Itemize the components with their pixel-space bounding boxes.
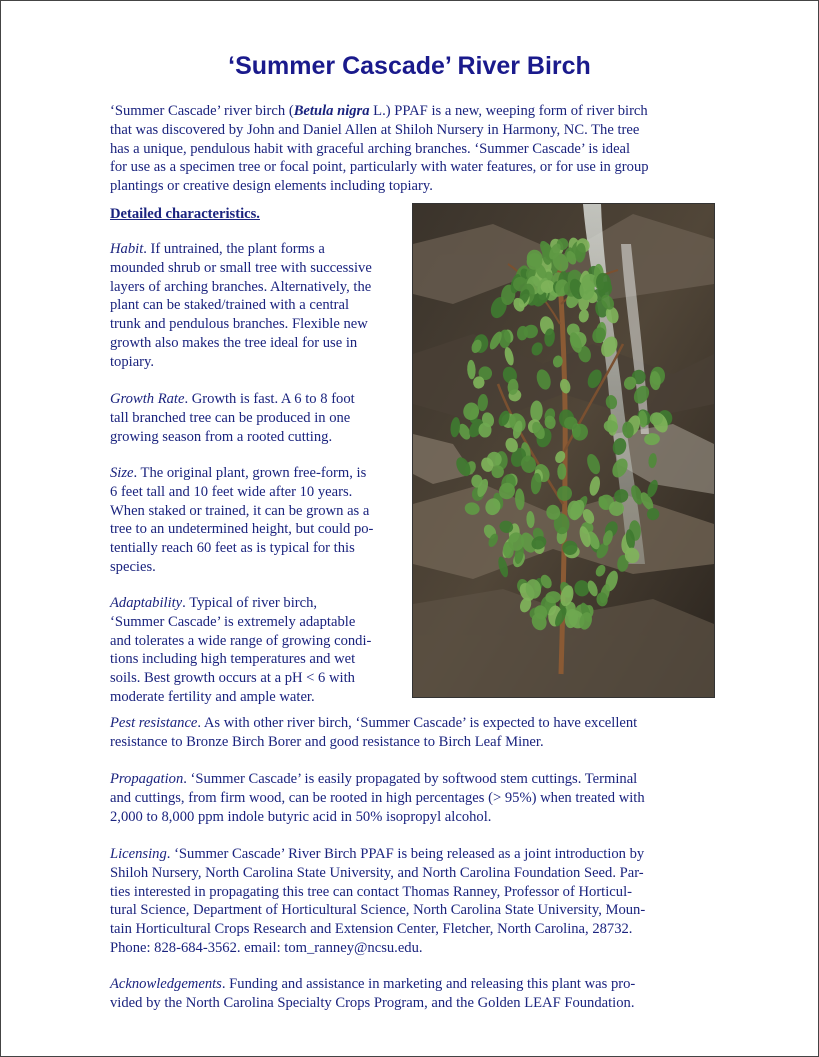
propagation-line (110, 770, 710, 789)
intro-line: for use as a specimen tree or focal point, particularly with water features, or for use in group (110, 159, 649, 176)
adaptability-lead: Adaptability (110, 595, 183, 611)
growth-lead: Growth Rate (110, 391, 185, 407)
intro-text: L.) PPAF is a new, weeping form of river birch (369, 103, 648, 119)
licensing-line: tural Science, Department of Horticultural Science, North Carolina State University, Moun- (110, 902, 646, 919)
propagation-line: 2,000 to 8,000 ppm indole butyric acid in 50% isopropyl alcohol. (110, 808, 492, 825)
size-line: tree to an undetermined height, but could po- (110, 521, 374, 538)
adaptability-paragraph (110, 594, 405, 707)
acknowledgements-lead: Acknowledgements (110, 976, 222, 992)
habit-line: growth also makes the tree ideal for use in (110, 334, 358, 351)
acknowledgements-line: vided by the North Carolina Specialty Crops Program, and the Golden LEAF Foundation. (110, 994, 635, 1011)
size-text: . The original plant, grown free-form, is (133, 465, 367, 481)
propagation-lead: Propagation (110, 771, 184, 787)
size-lead: Size (110, 465, 134, 481)
growth-line: tall branched tree can be produced in one (110, 409, 351, 426)
adaptability-line: and tolerates a wide range of growing condi- (110, 632, 372, 649)
growth-line (110, 390, 405, 409)
licensing-line: tain Horticultural Crops Research and Extension Center, Fletcher, North Carolina, 28732. (110, 921, 633, 938)
size-line: tentially reach 60 feet as is typical for this (110, 540, 355, 557)
propagation-text: . ‘Summer Cascade’ is easily propagated by softwood stem cuttings. Terminal (183, 771, 638, 787)
intro-line (110, 102, 710, 121)
habit-paragraph (110, 240, 405, 372)
pest-lead: Pest resistance (110, 715, 198, 731)
licensing-line: Phone: 828-684-3562. email: tom_ranney@ncsu.edu. (110, 939, 423, 956)
intro-line: that was discovered by John and Daniel Allen at Shiloh Nursery in Harmony, NC. The tree (110, 121, 640, 138)
habit-line: layers of arching branches. Alternatively, the (110, 278, 372, 295)
intro-line: plantings or creative design elements including topiary. (110, 178, 433, 195)
adaptability-text: . Typical of river birch, (182, 595, 318, 611)
size-line: species. (110, 558, 156, 575)
habit-line: trunk and pendulous branches. Flexible new (110, 316, 368, 333)
intro-line: has a unique, pendulous habit with graceful arching branches. ‘Summer Cascade’ is ideal (110, 140, 631, 157)
propagation-paragraph (110, 770, 710, 826)
size-line (110, 464, 405, 483)
adaptability-line: tions including high temperatures and wet (110, 651, 356, 668)
acknowledgements-text: . Funding and assistance in marketing and releasing this plant was pro- (221, 976, 636, 992)
licensing-paragraph (110, 845, 710, 958)
habit-line: plant can be staked/trained with a central (110, 297, 350, 314)
licensing-line (110, 845, 710, 864)
growth-line: growing season from a rooted cutting. (110, 428, 333, 445)
licensing-text: . ‘Summer Cascade’ River Birch PPAF is being released as a joint introduction by (166, 846, 645, 862)
pest-line: resistance to Bronze Birch Borer and good resistance to Birch Leaf Miner. (110, 733, 544, 750)
growth-text: . Growth is fast. A 6 to 8 foot (184, 391, 355, 407)
intro-text: ‘Summer Cascade’ river birch ( (110, 103, 294, 119)
habit-text: . If untrained, the plant forms a (143, 241, 325, 257)
habit-lead: Habit (110, 241, 144, 257)
acknowledgements-paragraph (110, 975, 710, 1013)
section-heading: Detailed characteristics. (110, 206, 260, 222)
pest-resistance-paragraph (110, 714, 710, 752)
licensing-line: Shiloh Nursery, North Carolina State University, and North Carolina Foundation Seed. Par- (110, 864, 644, 881)
acknowledgements-line (110, 975, 710, 994)
habit-line: mounded shrub or small tree with successive (110, 259, 372, 276)
intro-paragraph (110, 102, 710, 196)
adaptability-line: moderate fertility and ample water. (110, 688, 315, 705)
weeping-birch-photo (412, 203, 715, 698)
page-title: ‘Summer Cascade’ River Birch (228, 52, 591, 80)
pest-line (110, 714, 710, 733)
growth-paragraph (110, 390, 405, 446)
habit-line: topiary. (110, 353, 155, 370)
licensing-lead: Licensing (110, 846, 167, 862)
size-line: When staked or trained, it can be grown as a (110, 502, 370, 519)
adaptability-line: ‘Summer Cascade’ is extremely adaptable (110, 613, 356, 630)
adaptability-line: soils. Best growth occurs at a pH < 6 with (110, 670, 355, 687)
propagation-line: and cuttings, from firm wood, can be rooted in high percentages (> 95%) when treated with (110, 789, 645, 806)
pest-text: . As with other river birch, ‘Summer Cascade’ is expected to have excellent (197, 715, 638, 731)
size-line: 6 feet tall and 10 feet wide after 10 years. (110, 483, 353, 500)
licensing-line: ties interested in propagating this tree can contact Thomas Ranney, Professor of Horticul- (110, 883, 632, 900)
scientific-name: Betula nigra (293, 103, 370, 119)
adaptability-line (110, 594, 405, 613)
habit-line (110, 240, 405, 259)
size-paragraph (110, 464, 405, 577)
photo-illustration (413, 204, 714, 697)
